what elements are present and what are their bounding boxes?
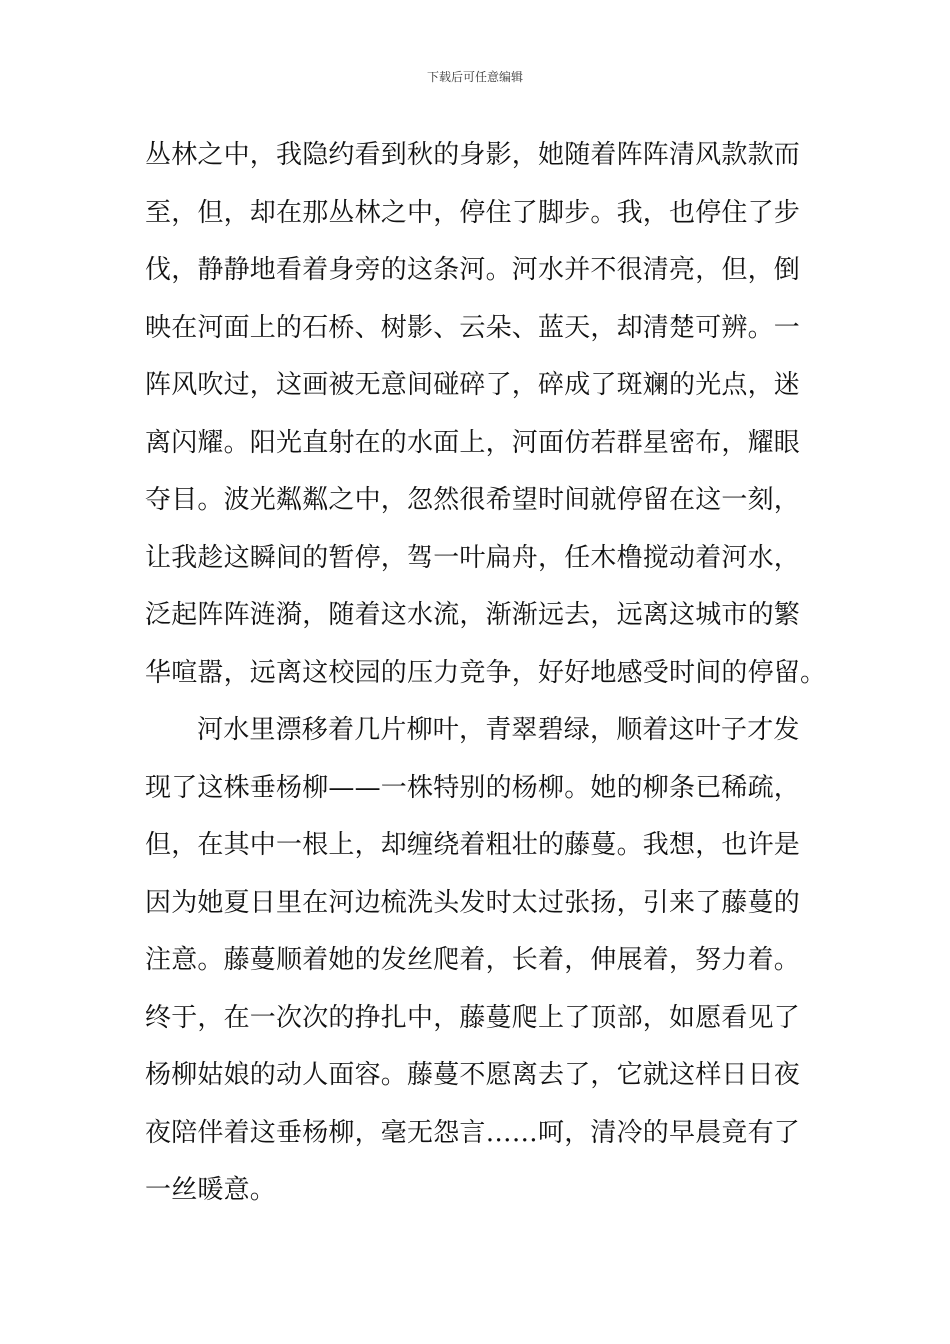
body-text bbox=[145, 127, 827, 1220]
text-line: 杨柳姑娘的动人面容。藤蔓不愿离去了，它就这样日日夜 bbox=[145, 1060, 801, 1090]
text-line: 夜陪伴着这垂杨柳，毫无怨言……呵，清冷的早晨竟有了 bbox=[145, 1117, 801, 1148]
text-line: 因为她夏日里在河边梳洗头发时太过张扬，引来了藤蔓的 bbox=[145, 887, 801, 918]
text-line: 让我趁这瞬间的暂停，驾一叶扁舟，任木橹搅动着河水， bbox=[145, 542, 801, 573]
text-line: 映在河面上的石桥、树影、云朵、蓝天，却清楚可辨。一 bbox=[145, 312, 801, 343]
text-line: 一丝暖意。 bbox=[145, 1175, 277, 1205]
text-line: 但，在其中一根上，却缠绕着粗壮的藤蔓。我想，也许是 bbox=[145, 830, 801, 860]
text-line: 泛起阵阵涟漪，随着这水流，渐渐远去，远离这城市的繁 bbox=[145, 600, 801, 630]
text-line: 夺目。波光粼粼之中，忽然很希望时间就停留在这一刻， bbox=[145, 485, 801, 515]
text-line: 华喧嚣，远离这校园的压力竞争，好好地感受时间的停留。 bbox=[145, 657, 827, 688]
page-header: 下载后可任意编辑 bbox=[426, 70, 523, 84]
paragraph-start-line: 河水里漂移着几片柳叶，青翠碧绿，顺着这叶子才发 bbox=[197, 715, 800, 745]
text-line: 至，但，却在那丛林之中，停住了脚步。我，也停住了步 bbox=[145, 197, 801, 228]
text-line: 注意。藤蔓顺着她的发丝爬着，长着，伸展着，努力着。 bbox=[145, 945, 801, 975]
text-line: 终于，在一次次的挣扎中，藤蔓爬上了顶部，如愿看见了 bbox=[145, 1002, 801, 1033]
text-line: 现了这株垂杨柳——一株特别的杨柳。她的柳条已稀疏， bbox=[145, 772, 801, 803]
text-line: 离闪耀。阳光直射在的水面上，河面仿若群星密布，耀眼 bbox=[145, 427, 801, 458]
text-line: 阵风吹过，这画被无意间碰碎了，碎成了斑斓的光点，迷 bbox=[145, 370, 801, 400]
text-line: 伐，静静地看着身旁的这条河。河水并不很清亮，但，倒 bbox=[145, 255, 801, 285]
text-line: 丛林之中，我隐约看到秋的身影，她随着阵阵清风款款而 bbox=[145, 140, 801, 170]
